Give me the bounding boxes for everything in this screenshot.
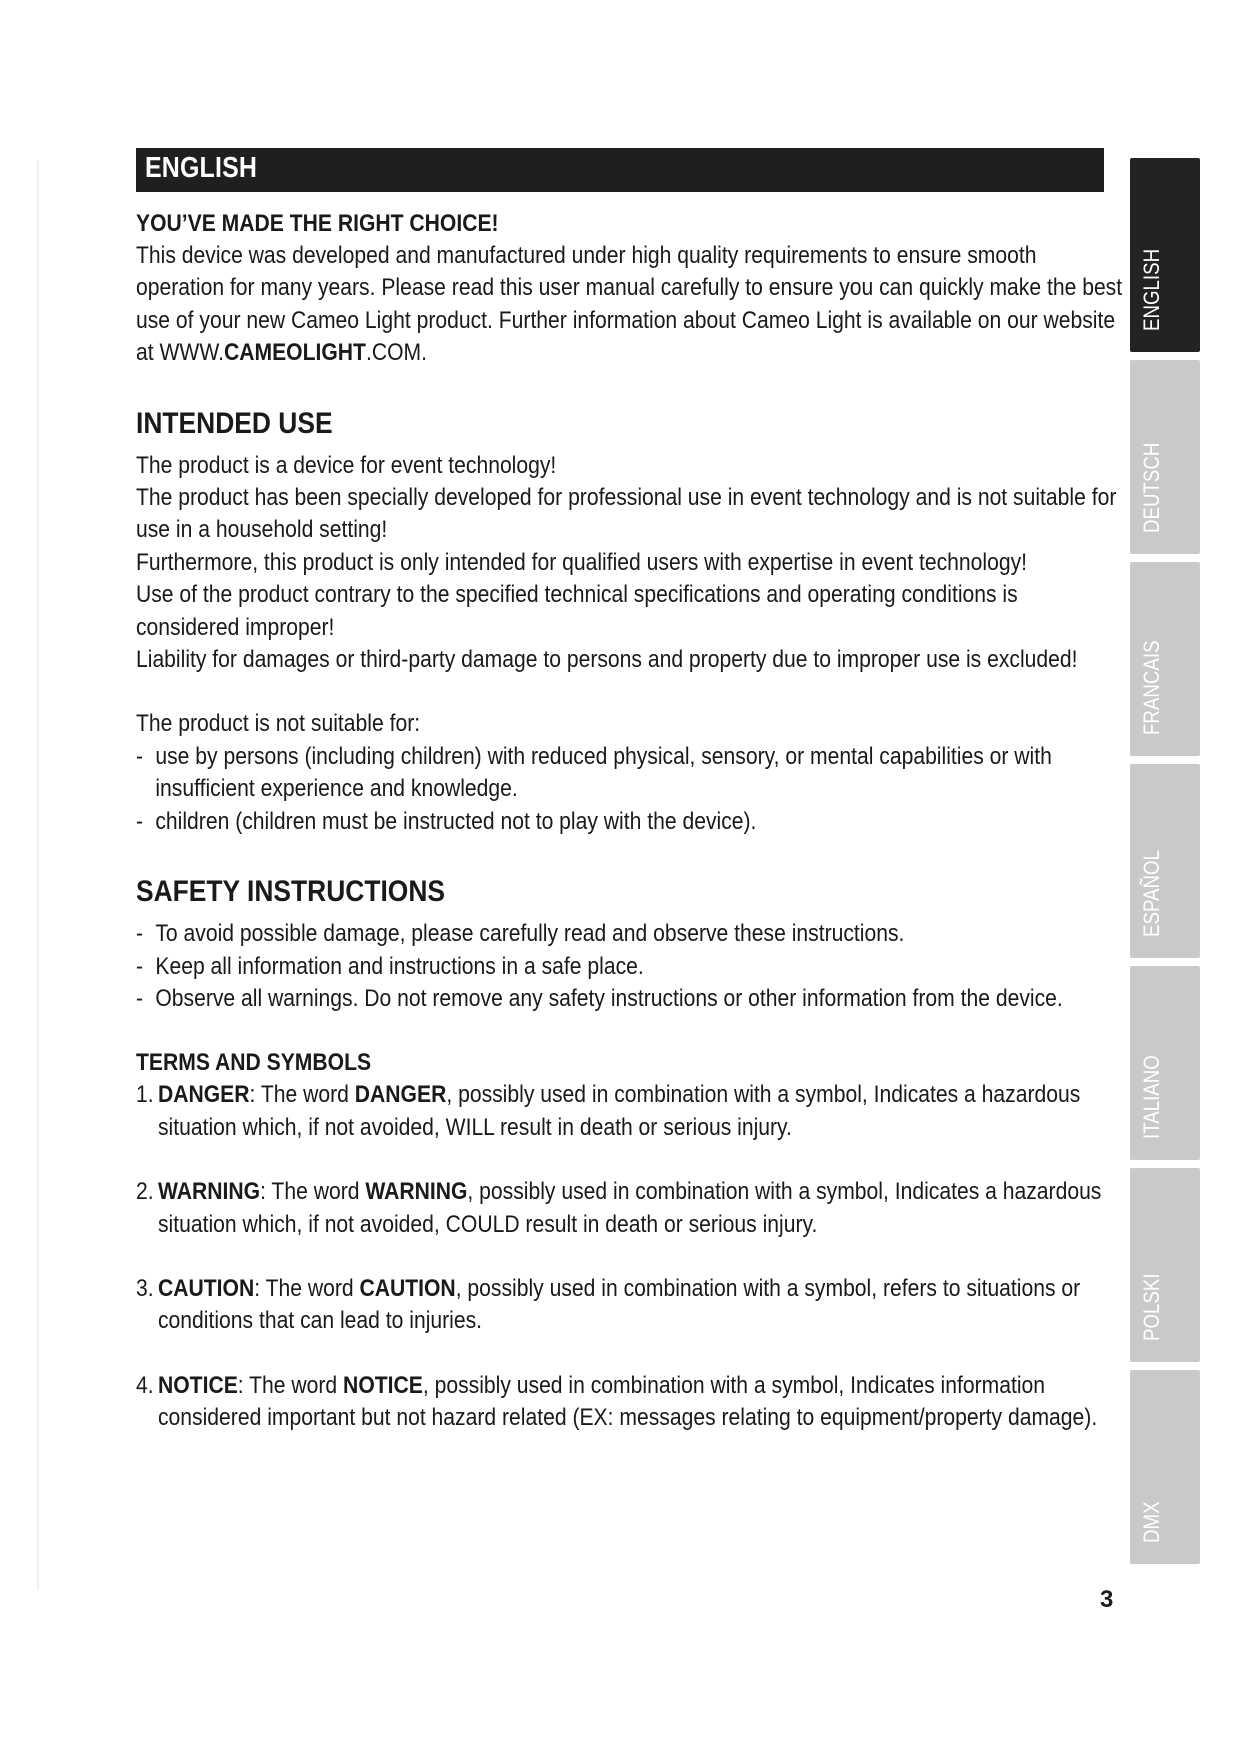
intended-use-line: Furthermore, this product is only intended for qualified users with expertise in event technology!: [136, 548, 1028, 576]
term-label: WARNING: [158, 1178, 261, 1206]
list-item: - use by persons (including children) with reduced physical, sensory, or mental capabilities or with insufficient experience and knowledge.: [136, 741, 1126, 806]
intro-heading: YOU’VE MADE THE RIGHT CHOICE!: [136, 210, 499, 237]
term-item-danger: [136, 1079, 1126, 1144]
list-item: - children (children must be instructed not to play with the device).: [136, 806, 1126, 838]
intended-use-heading: INTENDED USE: [136, 406, 333, 440]
term-item-notice: [136, 1370, 1126, 1435]
term-word: DANGER: [354, 1081, 447, 1109]
term-text: : The word: [260, 1178, 366, 1206]
terms-list: [136, 1079, 1126, 1434]
tab-italiano[interactable]: [1130, 966, 1200, 1160]
not-suitable-list: [136, 741, 1126, 838]
term-text: : The word: [237, 1371, 344, 1399]
intro-text: This device was developed and manufactured under high quality requirements to ensure smooth operation for many years. Please read this user manual carefully to ensure you can quickly make the best use of your new Cameo Light product. Further information about Cameo Light is available on our website at WWW.: [136, 242, 1123, 367]
term-number: 3.: [136, 1274, 154, 1302]
term-word: WARNING: [365, 1178, 468, 1206]
intended-use-line: The product is a device for event technology!: [136, 451, 557, 479]
tab-label: ESPAÑOL: [1139, 850, 1164, 937]
term-label: CAUTION: [158, 1274, 255, 1302]
intended-use-line: Use of the product contrary to the specified technical specifications and operating conditions is considered improper!: [136, 581, 1018, 641]
safety-list: [136, 918, 1126, 1015]
list-item: - Observe all warnings. Do not remove any safety instructions or other information from the device.: [136, 983, 1126, 1015]
terms-heading: TERMS AND SYMBOLS: [136, 1049, 372, 1077]
term-number: 2.: [136, 1178, 154, 1206]
term-number: 1.: [136, 1081, 154, 1109]
tab-polski[interactable]: [1130, 1168, 1200, 1362]
term-label: DANGER: [158, 1081, 250, 1109]
tab-label: ENGLISH: [1139, 248, 1164, 331]
tab-english[interactable]: [1130, 158, 1200, 352]
list-item: - To avoid possible damage, please carefully read and observe these instructions.: [136, 918, 1126, 950]
language-header-label: ENGLISH: [145, 152, 258, 184]
tab-label: ITALIANO: [1139, 1055, 1164, 1139]
term-number: 4.: [136, 1371, 154, 1399]
term-label: NOTICE: [158, 1371, 238, 1399]
tab-label: DEUTSCH: [1139, 442, 1164, 533]
tab-label: POLSKI: [1139, 1273, 1164, 1341]
intended-use-line: The product has been specially developed for professional use in event technology and is not suitable for use in a household setting!: [136, 484, 1117, 544]
term-item-warning: [136, 1176, 1126, 1241]
tab-label: FRANCAIS: [1139, 640, 1164, 735]
margin-rule: [37, 160, 39, 1590]
term-text: : The word: [249, 1081, 355, 1109]
term-word: CAUTION: [359, 1274, 456, 1302]
tab-espanol[interactable]: [1130, 764, 1200, 958]
intended-use-line: Liability for damages or third-party damage to persons and property due to improper use is excluded!: [136, 646, 1078, 674]
term-word: NOTICE: [343, 1371, 423, 1399]
language-header-bar: [136, 148, 1104, 192]
term-description: , possibly used in combination with a symbol, Indicates a hazardous situation which, if not avoided, COULD result in death or serious injury.: [158, 1178, 1102, 1238]
tab-francais[interactable]: [1130, 562, 1200, 756]
intro-paragraph: [136, 240, 1126, 370]
term-item-caution: [136, 1273, 1126, 1338]
brand-name: CAMEOLIGHT: [223, 339, 366, 367]
tab-label: DMX: [1139, 1501, 1164, 1543]
not-suitable-intro: The product is not suitable for:: [136, 710, 421, 738]
intro-text-end: .COM.: [365, 339, 427, 367]
page-number: 3: [1100, 1586, 1114, 1613]
term-description: , possibly used in combination with a symbol, Indicates information considered important but not hazard related (EX: messages relating to equipment/property damage).: [158, 1371, 1098, 1432]
tab-dmx[interactable]: [1130, 1370, 1200, 1564]
tab-deutsch[interactable]: [1130, 360, 1200, 554]
term-text: : The word: [254, 1274, 360, 1302]
term-description: , possibly used in combination with a symbol, refers to situations or conditions that can lead to injuries.: [158, 1274, 1081, 1335]
list-item: - Keep all information and instructions in a safe place.: [136, 951, 1126, 983]
page-content: [136, 208, 1126, 1467]
term-description: , possibly used in combination with a symbol, Indicates a hazardous situation which, if not avoided, WILL result in death or serious injury.: [158, 1081, 1081, 1141]
safety-heading: SAFETY INSTRUCTIONS: [136, 875, 446, 909]
